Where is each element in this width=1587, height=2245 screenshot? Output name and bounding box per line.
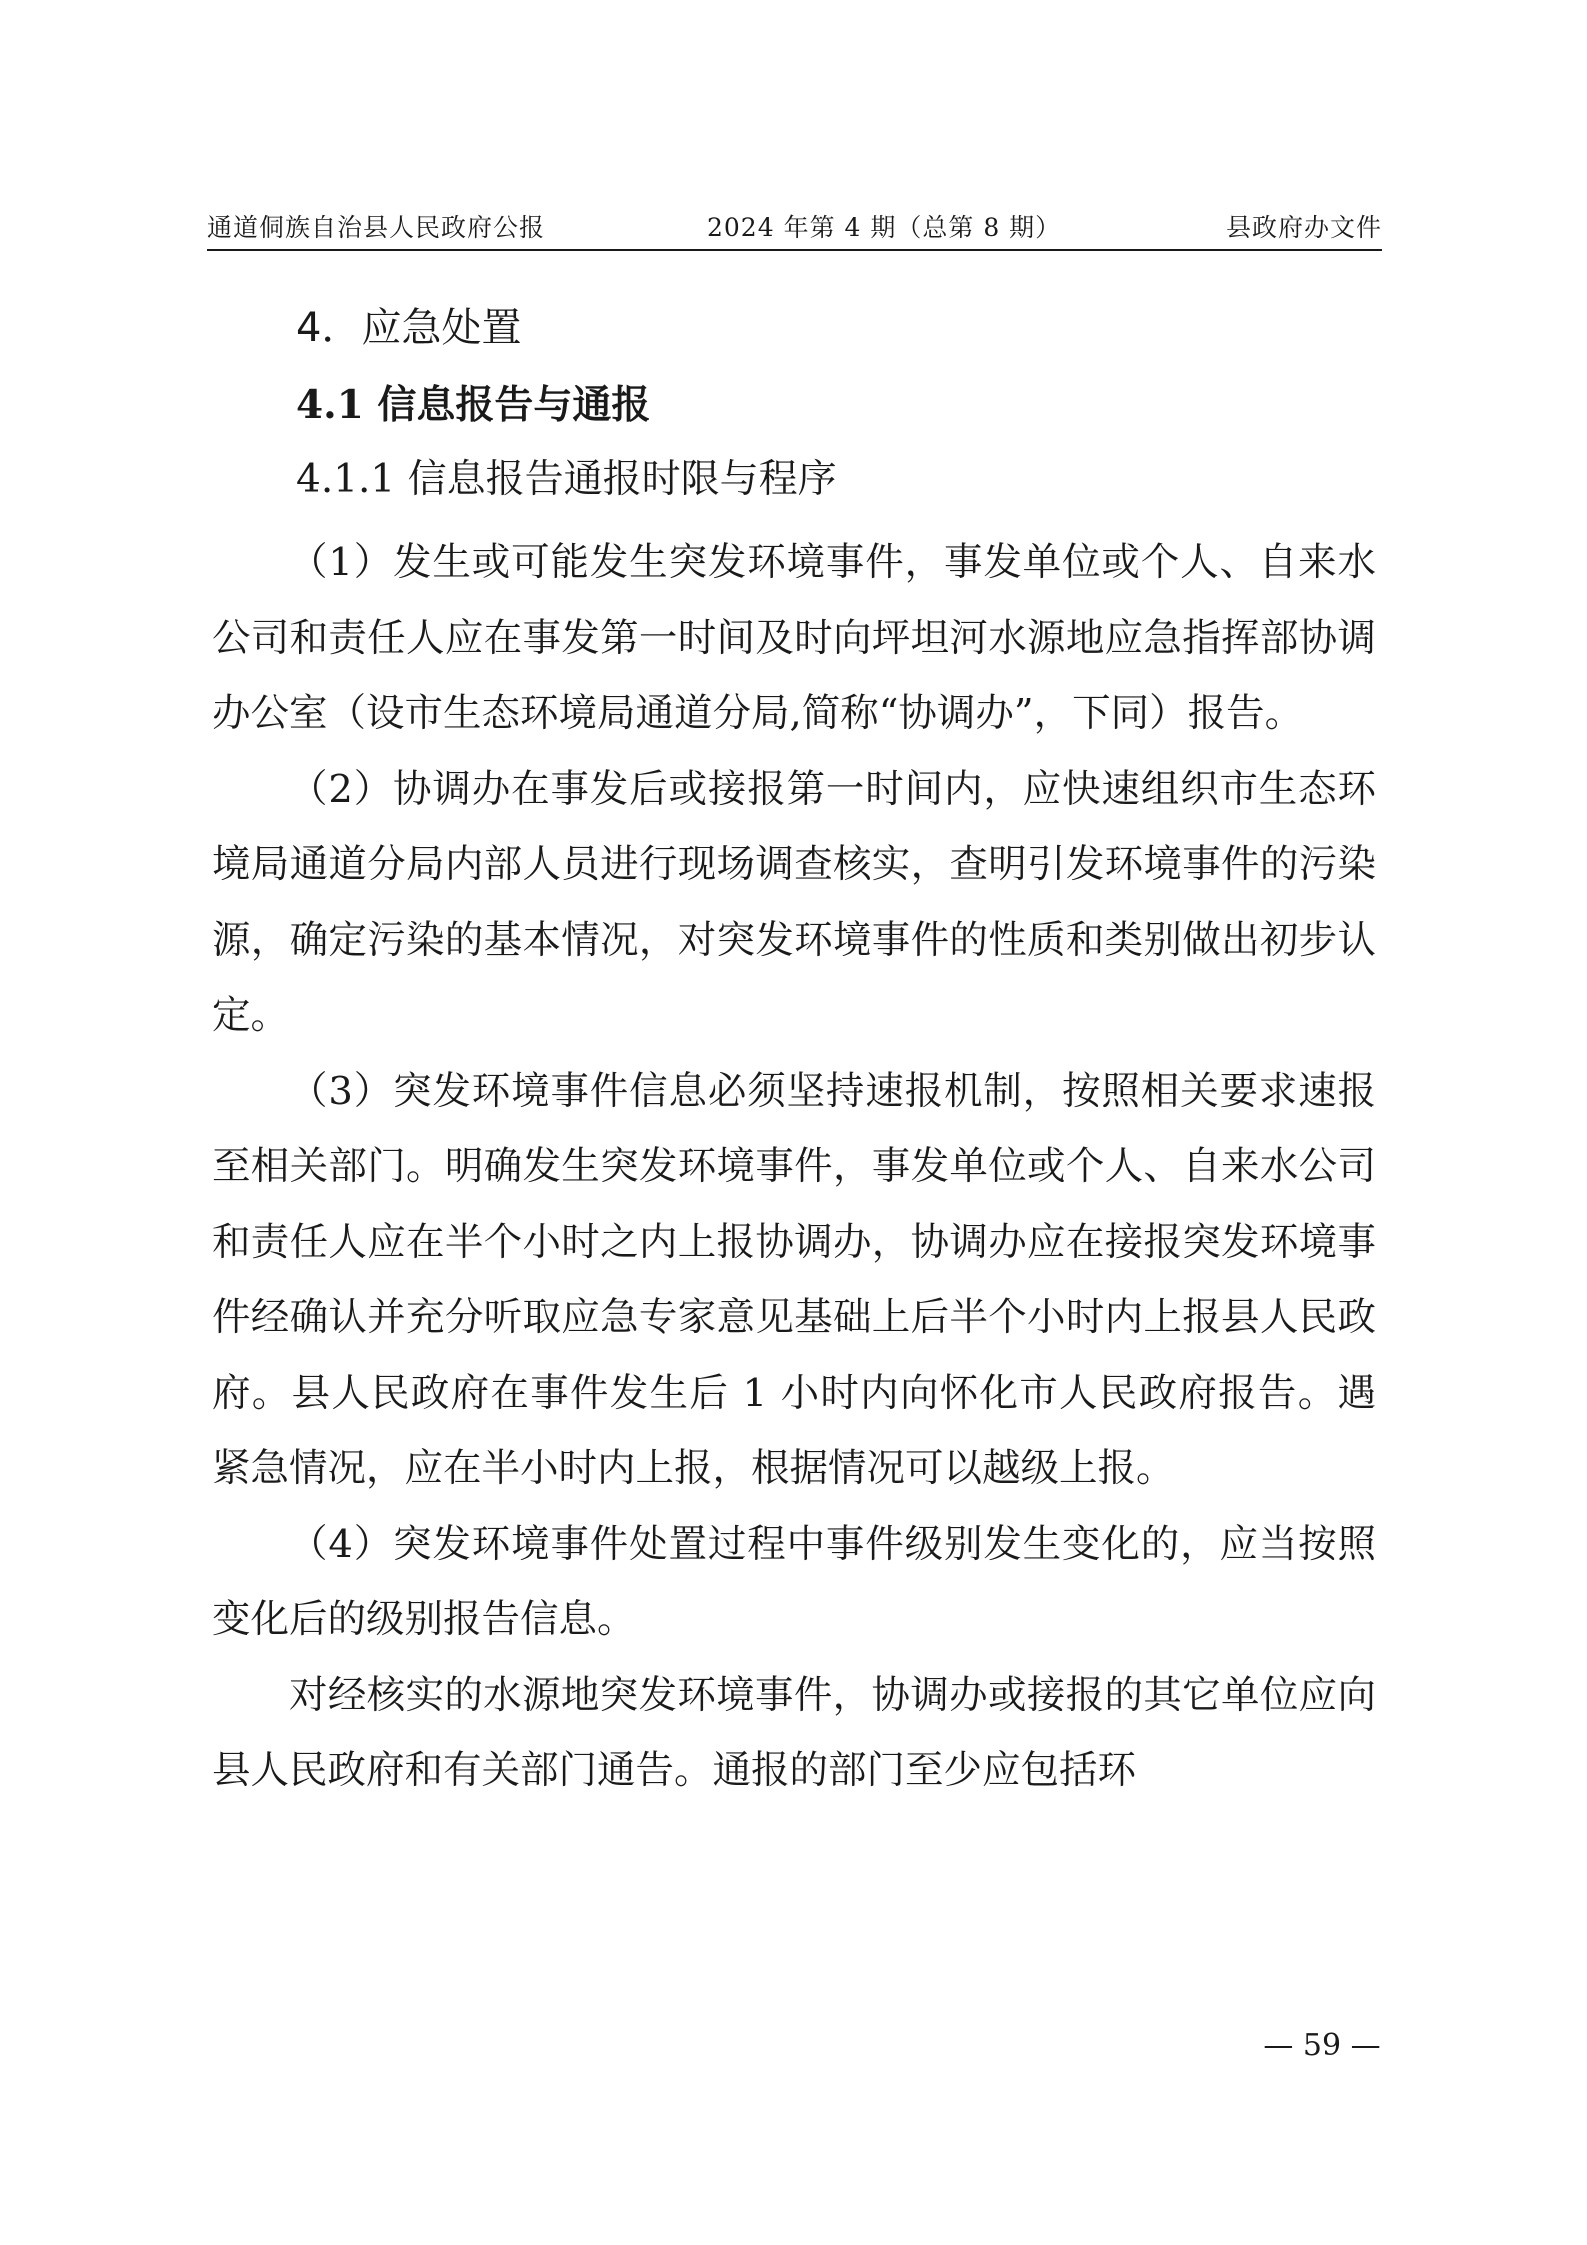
paragraph-3: （3）突发环境事件信息必须坚持速报机制，按照相关要求速报至相关部门。明确发生突发环境事件，事发单位或个人、自来水公司和责任人应在半个小时之内上报协调办，协调办应在接报突发环境事件经确认并充分听取应急专家意见基础上后半个小时内上报县人民政府。县人民政府在事件发生后 1 小时内向怀化市人民政府报告。遇紧急情况，应在半小时内上报，根据情况可以越级上报。 [212, 1068, 1376, 1491]
header-section-name: 县政府办文件 [1225, 213, 1382, 242]
header-rule [207, 249, 1382, 251]
paragraph-4: （4）突发环境事件处置过程中事件级别发生变化的，应当按照变化后的级别报告信息。 [212, 1521, 1376, 1642]
section-subsubheading: 4.1.1 信息报告通报时限与程序 [296, 457, 837, 502]
section-subheading: 4.1 信息报告与通报 [296, 382, 651, 428]
section-heading: 4．应急处置 [296, 305, 522, 351]
paragraph-5: 对经核实的水源地突发环境事件，协调办或接报的其它单位应向县人民政府和有关部门通告。通报的部门至少应包括环 [212, 1672, 1376, 1793]
header-issue-number: 2024 年第 4 期（总第 8 期） [707, 213, 1062, 242]
page-header [207, 206, 1382, 250]
body-text [212, 525, 1376, 1809]
page-number: — 59 — [1263, 2028, 1381, 2063]
header-publication-title: 通道侗族自治县人民政府公报 [207, 213, 546, 242]
paragraph-2: （2）协调办在事发后或接报第一时间内，应快速组织市生态环境局通道分局内部人员进行现场调查核实，查明引发环境事件的污染源，确定污染的基本情况，对突发环境事件的性质和类别做出初步认定。 [212, 766, 1376, 1038]
paragraph-1: （1）发生或可能发生突发环境事件，事发单位或个人、自来水公司和责任人应在事发第一时间及时向坪坦河水源地应急指挥部协调办公室（设市生态环境局通道分局,简称“协调办”，下同）报告。 [212, 540, 1376, 736]
